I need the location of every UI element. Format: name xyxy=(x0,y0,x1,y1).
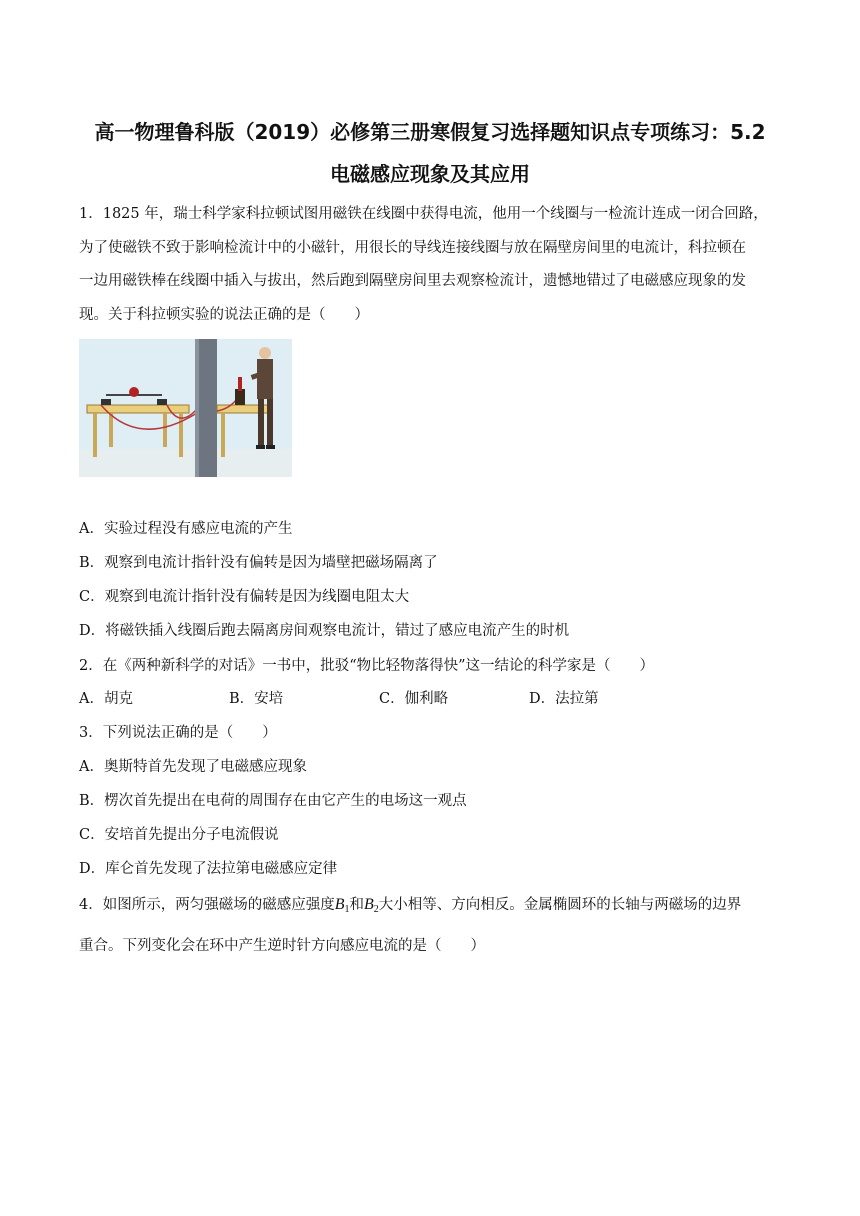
question-3-option-c: C．安培首先提出分子电流假说 xyxy=(79,827,279,843)
question-1-option-c: C．观察到电流计指针没有偏转是因为线圈电阻太大 xyxy=(79,589,410,605)
question-1-option-b: B．观察到电流计指针没有偏转是因为墙壁把磁场隔离了 xyxy=(79,555,438,571)
question-2-option-a: A．胡克 xyxy=(79,691,133,707)
b-letter: B xyxy=(364,896,374,913)
question-1-text: 一边用磁铁棒在线圈中插入与拔出，然后跑到隔壁房间里去观察检流计，遗憾地错过了电磁感应现象的发 xyxy=(79,273,746,289)
page-subtitle: 电磁感应现象及其应用 xyxy=(330,162,530,186)
subscript-1: 1 xyxy=(344,904,350,915)
question-2-text: 2．在《两种新科学的对话》一书中，批驳“物比轻物落得快”这一结论的科学家是（ ） xyxy=(79,658,655,674)
question-4-text xyxy=(79,893,741,915)
question-2-option-c: C．伽利略 xyxy=(379,691,449,707)
question-1-option-d: D．将磁铁插入线圈后跑去隔离房间观察电流计，错过了感应电流产生的时机 xyxy=(79,623,570,639)
question-2-options xyxy=(79,687,599,708)
b1-symbol xyxy=(335,896,350,913)
question-4-text-part: 和 xyxy=(349,897,365,913)
question-3-option-b: B．楞次首先提出在电荷的周围存在由它产生的电场这一观点 xyxy=(79,793,467,809)
question-4-text-part: 大小相等、方向相反。金属椭圆环的长轴与两磁场的边界 xyxy=(378,897,742,913)
question-1-option-a: A．实验过程没有感应电流的产生 xyxy=(79,521,293,537)
question-1-text: 1．1825 年，瑞士科学家科拉顿试图用磁铁在线圈中获得电流，他用一个线圈与一检流计连成一闭合回路， xyxy=(79,206,768,222)
question-1-text: 为了使磁铁不致于影响检流计中的小磁针，用很长的导线连接线圈与放在隔壁房间里的电流计，科拉顿在 xyxy=(79,240,746,256)
question-3-option-a: A．奥斯特首先发现了电磁感应现象 xyxy=(79,759,307,775)
question-3-option-d: D．库仑首先发现了法拉第电磁感应定律 xyxy=(79,861,338,877)
question-2-option-d: D．法拉第 xyxy=(529,691,599,707)
question-4-text: 重合。下列变化会在环中产生逆时针方向感应电流的是（ ） xyxy=(79,938,485,954)
b2-symbol xyxy=(364,896,379,913)
b-letter: B xyxy=(334,896,345,913)
subscript-2: 2 xyxy=(373,904,379,915)
colladon-experiment-figure xyxy=(79,339,292,477)
question-3-text: 3．下列说法正确的是（ ） xyxy=(79,725,277,741)
question-1-text: 现。关于科拉顿实验的说法正确的是（ ） xyxy=(79,307,369,323)
question-2-option-b: B．安培 xyxy=(229,691,284,707)
page-title: 高一物理鲁科版（2019）必修第三册寒假复习选择题知识点专项练习：5.2 xyxy=(94,120,766,144)
question-4-text-part: 4．如图所示，两匀强磁场的磁感应强度 xyxy=(79,897,335,913)
